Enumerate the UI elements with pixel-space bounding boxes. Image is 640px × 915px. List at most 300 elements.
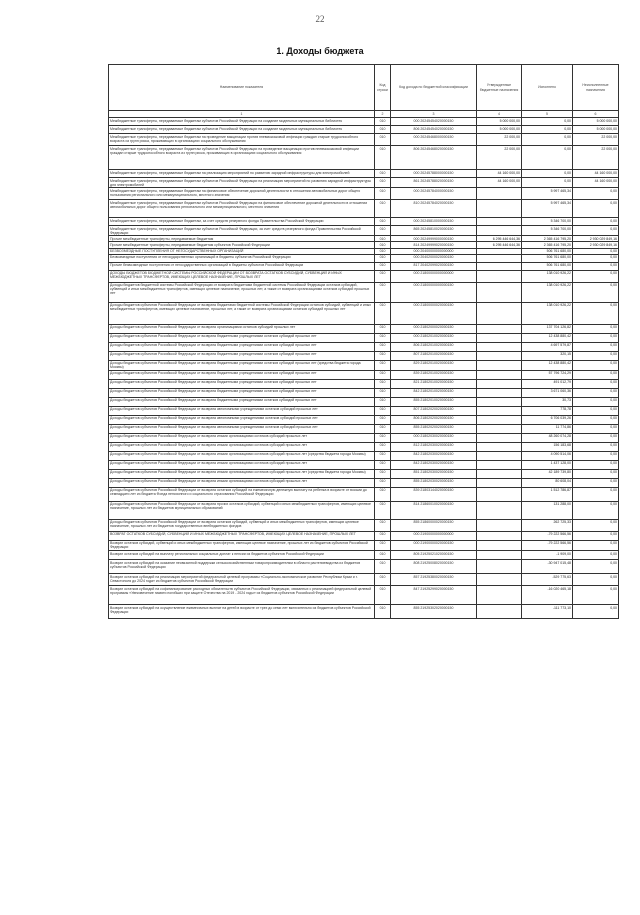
row-rest-cell: 0,00 <box>573 406 619 415</box>
row-rest-cell: 0,00 <box>573 333 619 342</box>
row-plan-cell <box>477 282 522 302</box>
table-row <box>109 388 619 397</box>
table-row <box>109 397 619 406</box>
row-rest-cell: 0,00 <box>573 605 619 619</box>
row-done-cell: 12 438 880,42 <box>522 333 573 342</box>
row-plan-cell <box>477 586 522 605</box>
row-rest-cell: 0,00 <box>573 540 619 550</box>
row-code-cell: 010 <box>375 501 391 519</box>
table-row <box>109 415 619 424</box>
row-done-cell: 0,00 <box>522 118 573 126</box>
row-code-cell: 010 <box>375 574 391 586</box>
row-kbk-cell: 810 20245784020000150 <box>391 200 477 218</box>
row-rest-cell: 2 930 029 849,16 <box>573 242 619 248</box>
row-rest-cell: 0,00 <box>573 302 619 324</box>
row-code-cell: 010 <box>375 397 391 406</box>
row-done-cell: 2 365 416 795,20 <box>522 236 573 242</box>
row-code-cell: 010 <box>375 605 391 619</box>
row-done-cell: 11 774,86 <box>522 424 573 433</box>
row-plan-cell: 22 000,00 <box>477 134 522 146</box>
row-done-cell: 506 761 680,00 <box>522 262 573 270</box>
row-done-cell: 506 761 680,00 <box>522 248 573 254</box>
row-name-cell: Доходы бюджетов субъектов Российской Федерации от возврата бюджетными учреждениями остатков субсидий прошлых лет <box>109 333 375 342</box>
row-done-cell: 137 704 126,82 <box>522 324 573 333</box>
row-code-cell: 010 <box>375 333 391 342</box>
row-name-cell: Доходы бюджетов субъектов Российской Федерации от возврата остатков субсидий, субвенций и иных межбюджетных трансфертов, имеющих целевое назначение, прошлых лет из бюджетов государственных внебюджетных фондов <box>109 519 375 531</box>
row-rest-cell: 0,00 <box>573 415 619 424</box>
table-row <box>109 433 619 442</box>
row-plan-cell <box>477 342 522 351</box>
table-row <box>109 469 619 478</box>
row-code-cell: 010 <box>375 487 391 501</box>
row-code-cell: 010 <box>375 170 391 178</box>
row-rest-cell: 0,00 <box>573 370 619 379</box>
row-code-cell: 010 <box>375 146 391 170</box>
row-name-cell: Межбюджетные трансферты, передаваемые бюджетам, за счет средств резервного фонда Правительства Российской Федерации <box>109 218 375 226</box>
table-row <box>109 262 619 270</box>
row-done-cell: 5 346 700,00 <box>522 218 573 226</box>
header-code: Код строки <box>375 65 391 111</box>
row-plan-cell <box>477 460 522 469</box>
row-plan-cell <box>477 442 522 451</box>
row-kbk-cell: 839 21803144020000150 <box>391 487 477 501</box>
row-kbk-cell: 805 21925021020000150 <box>391 551 477 560</box>
row-rest-cell: 0,00 <box>573 254 619 262</box>
row-kbk-cell: 000 21802000020000150 <box>391 324 477 333</box>
column-number: 6 <box>573 111 619 118</box>
row-code-cell: 010 <box>375 531 391 540</box>
row-code-cell: 010 <box>375 379 391 388</box>
row-kbk-cell: 808 21925008020000150 <box>391 560 477 574</box>
row-kbk-cell: 807 21802010020000150 <box>391 351 477 360</box>
row-name-cell: Доходы бюджетов субъектов Российской Федерации от возврата бюджетными учреждениями остатков субсидий прошлых лет <box>109 388 375 397</box>
row-done-cell: 5 997 465,34 <box>522 188 573 200</box>
row-code-cell: 010 <box>375 324 391 333</box>
row-plan-cell <box>477 397 522 406</box>
income-table <box>108 64 619 619</box>
row-kbk-cell: 000 21900000020000150 <box>391 540 477 550</box>
row-kbk-cell: 000 20245810000000150 <box>391 218 477 226</box>
row-done-cell: 491 012,79 <box>522 379 573 388</box>
row-code-cell: 010 <box>375 540 391 550</box>
row-rest-cell: 2 930 029 849,16 <box>573 236 619 242</box>
row-rest-cell: 0,00 <box>573 397 619 406</box>
table-row <box>109 370 619 379</box>
row-kbk-cell: 806 21802010020000150 <box>391 342 477 351</box>
row-done-cell: 2 365 416 795,20 <box>522 242 573 248</box>
row-rest-cell: 0,00 <box>573 560 619 574</box>
row-name-cell: Доходы бюджетов субъектов Российской Федерации от возврата прочих остатков субсидий, субвенций и иных межбюджетных трансфертов, имеющих целевое назначение, прошлых лет из бюджетов муниципальных образований <box>109 501 375 519</box>
row-done-cell: 0,00 <box>522 170 573 178</box>
table-row <box>109 424 619 433</box>
row-code-cell: 010 <box>375 460 391 469</box>
row-kbk-cell: 806 20245454020000150 <box>391 126 477 134</box>
row-kbk-cell: 806 21802020020000150 <box>391 415 477 424</box>
row-name-cell: Прочие межбюджетные трансферты, передаваемые бюджетам <box>109 236 375 242</box>
row-rest-cell: 0,00 <box>573 487 619 501</box>
row-done-cell: -30 947 015,48 <box>522 560 573 574</box>
row-plan-cell <box>477 574 522 586</box>
row-rest-cell: 0,00 <box>573 282 619 302</box>
row-kbk-cell: 807 21802020020000150 <box>391 406 477 415</box>
row-code-cell: 010 <box>375 118 391 126</box>
table-row <box>109 254 619 262</box>
row-plan-cell <box>477 270 522 282</box>
row-name-cell: Доходы бюджетов субъектов Российской Федерации от возврата иными организациями остатков субсидий прошлых лет (средства бюджета города Москвы) <box>109 469 375 478</box>
row-done-cell: 0,00 <box>522 126 573 134</box>
row-done-cell: -529 775,63 <box>522 574 573 586</box>
row-plan-cell <box>477 360 522 370</box>
row-plan-cell <box>477 370 522 379</box>
row-kbk-cell: 855 21802030020000150 <box>391 478 477 487</box>
table-row <box>109 406 619 415</box>
row-rest-cell: 0,00 <box>573 218 619 226</box>
row-plan-cell <box>477 302 522 324</box>
row-rest-cell: 0,00 <box>573 551 619 560</box>
row-plan-cell <box>477 605 522 619</box>
column-number: 2 <box>375 111 391 118</box>
row-done-cell: 0,00 <box>522 178 573 188</box>
row-code-cell: 010 <box>375 451 391 460</box>
row-rest-cell: 0,00 <box>573 501 619 519</box>
row-done-cell: 131 288,00 <box>522 501 573 519</box>
row-plan-cell <box>477 388 522 397</box>
table-row <box>109 487 619 501</box>
row-code-cell: 010 <box>375 551 391 560</box>
table-row <box>109 302 619 324</box>
row-rest-cell: 0,00 <box>573 424 619 433</box>
row-plan-cell <box>477 487 522 501</box>
row-code-cell: 010 <box>375 415 391 424</box>
row-name-cell: ВОЗВРАТ ОСТАТКОВ СУБСИДИЙ, СУБВЕНЦИЙ И ИНЫХ МЕЖБЮДЖЕТНЫХ ТРАНСФЕРТОВ, ИМЕЮЩИХ ЦЕЛЕВОЕ НАЗНАЧЕНИЕ, ПРОШЛЫХ ЛЕТ <box>109 531 375 540</box>
table-row <box>109 586 619 605</box>
row-done-cell: 12 438 880,42 <box>522 360 573 370</box>
row-done-cell: -16 020 465,18 <box>522 586 573 605</box>
row-code-cell: 010 <box>375 254 391 262</box>
header-kbk: Код дохода по бюджетной классификации <box>391 65 477 111</box>
row-rest-cell: 0,00 <box>573 188 619 200</box>
row-name-cell: Доходы бюджетов субъектов Российской Федерации от возврата бюджетными учреждениями остатков субсидий прошлых лет <box>109 370 375 379</box>
row-code-cell: 010 <box>375 226 391 236</box>
row-plan-cell: 5 000 000,00 <box>477 118 522 126</box>
row-kbk-cell: 847 21925299020000150 <box>391 586 477 605</box>
page-number: 22 <box>315 14 325 24</box>
header-plan: Утвержденные бюджетные назначения <box>477 65 522 111</box>
row-name-cell: Доходы бюджетов субъектов Российской Федерации от возврата бюджетными учреждениями остатков субсидий прошлых лет <box>109 397 375 406</box>
table-row <box>109 226 619 236</box>
row-name-cell: Доходы бюджетов субъектов Российской Федерации от возврата организациями остатков субсидий прошлых лет <box>109 324 375 333</box>
row-done-cell: 5 346 700,00 <box>522 226 573 236</box>
row-code-cell: 010 <box>375 388 391 397</box>
row-done-cell: 57 796 724,29 <box>522 370 573 379</box>
row-done-cell: 30,73 <box>522 397 573 406</box>
row-name-cell: Доходы бюджетов субъектов Российской Федерации от возврата бюджетными учреждениями остатков субсидий прошлых лет <box>109 342 375 351</box>
row-kbk-cell: 000 21800000000000150 <box>391 282 477 302</box>
row-plan-cell: 44 160 000,00 <box>477 170 522 178</box>
row-name-cell: Возврат остатков субсидий на оказание несвязанной поддержки сельскохозяйственным товаропроизводителям в области растениеводства из бюджетов субъектов Российской Федерации <box>109 560 375 574</box>
row-rest-cell: 0,00 <box>573 586 619 605</box>
table-row <box>109 282 619 302</box>
row-rest-cell: 0,00 <box>573 460 619 469</box>
row-name-cell: Доходы бюджетов субъектов Российской Федерации от возврата бюджетными учреждениями остатков субсидий прошлых лет (средства бюджета города Москвы) <box>109 360 375 370</box>
row-code-cell: 010 <box>375 469 391 478</box>
row-plan-cell: 6 295 446 644,36 <box>477 236 522 242</box>
row-kbk-cell: 000 21800000000000000 <box>391 270 477 282</box>
table-row <box>109 342 619 351</box>
table-row <box>109 178 619 188</box>
row-name-cell: Доходы бюджетов субъектов Российской Федерации от возврата автономными учреждениями остатков субсидий прошлых лет <box>109 415 375 424</box>
row-name-cell: БЕЗВОЗМЕЗДНЫЕ ПОСТУПЛЕНИЯ ОТ НЕГОСУДАРСТВЕННЫХ ОРГАНИЗАЦИЙ <box>109 248 375 254</box>
row-plan-cell: 5 000 000,00 <box>477 126 522 134</box>
row-plan-cell <box>477 218 522 226</box>
row-name-cell: Доходы бюджетов субъектов Российской Федерации от возврата иными организациями остатков субсидий прошлых лет (средства бюджета города Москвы) <box>109 451 375 460</box>
row-code-cell: 010 <box>375 360 391 370</box>
table-row <box>109 333 619 342</box>
row-name-cell: Межбюджетные трансферты, передаваемые бюджетам на финансовое обеспечение дорожной деятельности в отношении автомобильных дорог общего пользования регионального или межмуниципального, местного значения <box>109 188 375 200</box>
row-name-cell: Межбюджетные трансферты, передаваемые бюджетам субъектов Российской Федерации на создание модельных муниципальных библиотек <box>109 118 375 126</box>
row-done-cell: 42 189 739,80 <box>522 469 573 478</box>
row-done-cell: 320,15 <box>522 351 573 360</box>
table-row <box>109 605 619 619</box>
row-plan-cell <box>477 226 522 236</box>
table-row <box>109 574 619 586</box>
row-kbk-cell: 857 21925380020000150 <box>391 574 477 586</box>
row-code-cell: 010 <box>375 188 391 200</box>
row-kbk-cell: 861 20245788020000150 <box>391 178 477 188</box>
row-rest-cell: 0,00 <box>573 324 619 333</box>
row-done-cell: 778,78 <box>522 406 573 415</box>
row-code-cell: 010 <box>375 178 391 188</box>
row-rest-cell: 44 160 000,00 <box>573 170 619 178</box>
row-code-cell: 010 <box>375 302 391 324</box>
row-done-cell: 0,00 <box>522 146 573 170</box>
header-done: Исполнено <box>522 65 573 111</box>
row-name-cell: Доходы бюджетов субъектов Российской Федерации от возврата автономными учреждениями остатков субсидий прошлых лет <box>109 406 375 415</box>
row-kbk-cell: 814 20249999020000150 <box>391 242 477 248</box>
row-kbk-cell: 851 21802030020000150 <box>391 469 477 478</box>
row-kbk-cell: 839 21802010020000150 <box>391 370 477 379</box>
row-rest-cell: 0,00 <box>573 531 619 540</box>
table-row <box>109 560 619 574</box>
row-done-cell: 138 010 926,22 <box>522 302 573 324</box>
row-rest-cell: 0,00 <box>573 360 619 370</box>
row-rest-cell: 0,00 <box>573 248 619 254</box>
row-done-cell: 1 437 128,00 <box>522 460 573 469</box>
table-row <box>109 460 619 469</box>
row-name-cell: Межбюджетные трансферты, передаваемые бюджетам на проведение вакцинации против пневмококковой инфекции граждан старше трудоспособного возраста из групп риска, проживающих в организациях социального обслуживания <box>109 134 375 146</box>
row-done-cell: -79 222 566,56 <box>522 531 573 540</box>
row-plan-cell <box>477 519 522 531</box>
row-plan-cell: 44 160 000,00 <box>477 178 522 188</box>
table-row <box>109 170 619 178</box>
row-code-cell: 010 <box>375 519 391 531</box>
row-name-cell: Доходы бюджетов субъектов Российской Федерации от возврата иными организациями остатков субсидий прошлых лет <box>109 442 375 451</box>
row-plan-cell <box>477 379 522 388</box>
row-name-cell: Доходы бюджетов бюджетной системы Российской Федерации от возврата бюджетами бюджетной системы Российской Федерации остатков субсидий, субвенций и иных межбюджетных трансфертов, имеющих целевое назначение, прошлых лет, а также от возврата организациями остатков субсидий прошлых лет <box>109 282 375 302</box>
row-rest-cell: 0,00 <box>573 388 619 397</box>
row-name-cell: Межбюджетные трансферты, передаваемые бюджетам на реализацию мероприятий по развитию зарядной инфраструктуры для электромобилей <box>109 170 375 178</box>
row-name-cell: Возврат остатков субсидий на софинансирование расходных обязательств субъектов Российской Федерации, связанных с реализацией федеральной целевой программы «Увековечение памяти погибших при защите Отечества на 2019 - 2024 годы» из бюджетов субъектов Российской Федерации <box>109 586 375 605</box>
row-name-cell: ДОХОДЫ БЮДЖЕТОВ БЮДЖЕТНОЙ СИСТЕМЫ РОССИЙСКОЙ ФЕДЕРАЦИИ ОТ ВОЗВРАТА ОСТАТКОВ СУБСИДИЙ, СУБВЕНЦИЙ И ИНЫХ МЕЖБЮДЖЕТНЫХ ТРАНСФЕРТОВ, ИМЕЮЩИХ ЦЕЛЕВОЕ НАЗНАЧЕНИЕ, ПРОШЛЫХ ЛЕТ <box>109 270 375 282</box>
row-rest-cell: 5 000 000,00 <box>573 126 619 134</box>
row-plan-cell <box>477 200 522 218</box>
row-rest-cell: 22 000,00 <box>573 146 619 170</box>
table-row <box>109 218 619 226</box>
row-code-cell: 010 <box>375 242 391 248</box>
row-done-cell: 156 183,68 <box>522 442 573 451</box>
row-rest-cell: 0,00 <box>573 262 619 270</box>
row-plan-cell <box>477 469 522 478</box>
row-rest-cell: 0,00 <box>573 451 619 460</box>
row-done-cell: -111 773,10 <box>522 605 573 619</box>
row-rest-cell: 0,00 <box>573 200 619 218</box>
row-code-cell: 010 <box>375 478 391 487</box>
row-kbk-cell: 855 21802020020000150 <box>391 424 477 433</box>
table-row <box>109 324 619 333</box>
table-row <box>109 188 619 200</box>
row-plan-cell <box>477 540 522 550</box>
table-row <box>109 126 619 134</box>
table-row <box>109 379 619 388</box>
row-rest-cell: 22 000,00 <box>573 134 619 146</box>
row-plan-cell <box>477 415 522 424</box>
row-plan-cell <box>477 254 522 262</box>
row-rest-cell: 44 160 000,00 <box>573 178 619 188</box>
row-done-cell: 4 090 514,06 <box>522 451 573 460</box>
row-done-cell: -1 909,00 <box>522 551 573 560</box>
row-kbk-cell: 000 20245784000000150 <box>391 188 477 200</box>
row-rest-cell: 0,00 <box>573 226 619 236</box>
column-number: 3 <box>391 111 477 118</box>
row-code-cell: 010 <box>375 406 391 415</box>
header-row <box>109 65 619 111</box>
row-plan-cell <box>477 333 522 342</box>
row-kbk-cell: 842 21802030020000150 <box>391 460 477 469</box>
row-name-cell: Возврат остатков субсидий на выплату региональных социальных доплат к пенсии из бюджетов субъектов Российской Федерации <box>109 551 375 560</box>
row-code-cell: 010 <box>375 126 391 134</box>
row-done-cell: 5 997 465,34 <box>522 200 573 218</box>
row-name-cell: Межбюджетные трансферты, передаваемые бюджетам субъектов Российской Федерации на создание модельных муниципальных библиотек <box>109 126 375 134</box>
row-kbk-cell: 814 21860010020000150 <box>391 501 477 519</box>
row-name-cell: Доходы бюджетов субъектов Российской Федерации от возврата иными организациями остатков субсидий прошлых лет <box>109 478 375 487</box>
row-done-cell: 138 010 926,22 <box>522 282 573 302</box>
row-plan-cell <box>477 501 522 519</box>
row-kbk-cell: 000 21802010020000150 <box>391 333 477 342</box>
table-row <box>109 478 619 487</box>
table-row <box>109 351 619 360</box>
table-row <box>109 360 619 370</box>
row-kbk-cell: 829 21802010020000150 <box>391 360 477 370</box>
row-code-cell: 010 <box>375 351 391 360</box>
row-name-cell: Доходы бюджетов субъектов Российской Федерации от возврата бюджетными учреждениями остатков субсидий прошлых лет <box>109 351 375 360</box>
row-code-cell: 010 <box>375 270 391 282</box>
row-done-cell: -79 222 566,56 <box>522 540 573 550</box>
row-done-cell: 138 010 926,22 <box>522 270 573 282</box>
row-rest-cell: 0,00 <box>573 433 619 442</box>
row-plan-cell <box>477 351 522 360</box>
row-kbk-cell: 000 20245788000000150 <box>391 170 477 178</box>
row-kbk-cell: 000 20245454020000150 <box>391 118 477 126</box>
row-code-cell: 010 <box>375 200 391 218</box>
row-plan-cell: 22 000,00 <box>477 146 522 170</box>
row-name-cell: Доходы бюджетов субъектов Российской Федерации от возврата бюджетными учреждениями остатков субсидий прошлых лет <box>109 379 375 388</box>
row-code-cell: 010 <box>375 342 391 351</box>
row-name-cell: Межбюджетные трансферты, передаваемые бюджетам субъектов Российской Федерации на реализацию мероприятий по развитию зарядной инфраструктуры для электромобилей <box>109 178 375 188</box>
row-kbk-cell: 865 20245810020000150 <box>391 226 477 236</box>
row-code-cell: 010 <box>375 282 391 302</box>
column-number: 4 <box>477 111 522 118</box>
row-done-cell: 262 725,33 <box>522 519 573 531</box>
row-rest-cell: 0,00 <box>573 342 619 351</box>
row-rest-cell: 0,00 <box>573 574 619 586</box>
row-done-cell: 0,00 <box>522 134 573 146</box>
row-kbk-cell: 842 21802030020000150 <box>391 451 477 460</box>
row-kbk-cell: 821 21802010020000150 <box>391 379 477 388</box>
row-name-cell: Прочие межбюджетные трансферты, передаваемые бюджетам субъектов Российской Федерации <box>109 242 375 248</box>
row-plan-cell <box>477 188 522 200</box>
row-plan-cell <box>477 451 522 460</box>
row-code-cell: 010 <box>375 236 391 242</box>
row-code-cell: 010 <box>375 586 391 605</box>
table-row <box>109 551 619 560</box>
row-plan-cell <box>477 424 522 433</box>
row-done-cell: 4 697 579,87 <box>522 342 573 351</box>
table-body <box>109 118 619 619</box>
row-kbk-cell: 000 21900000000000000 <box>391 531 477 540</box>
row-code-cell: 010 <box>375 442 391 451</box>
row-plan-cell <box>477 560 522 574</box>
table-row <box>109 118 619 126</box>
row-kbk-cell: 806 20245468020000150 <box>391 146 477 170</box>
row-kbk-cell: 855 21925302020000150 <box>391 605 477 619</box>
row-name-cell: Возврат остатков субсидий на осуществление ежемесячных выплат на детей в возрасте от трех до семи лет включительно из бюджетов субъектов Российской Федерации <box>109 605 375 619</box>
row-rest-cell: 0,00 <box>573 351 619 360</box>
row-rest-cell: 0,00 <box>573 519 619 531</box>
document-title: 1. Доходы бюджета <box>276 46 364 56</box>
row-done-cell: 1 512 786,87 <box>522 487 573 501</box>
row-done-cell: 80 608,04 <box>522 478 573 487</box>
row-code-cell: 010 <box>375 218 391 226</box>
row-name-cell: Доходы бюджетов субъектов Российской Федерации от возврата остатков субсидий на ежемесячную денежную выплату на ребенка в возрасте от восьми до семнадцати лет из бюджета Фонда пенсионного и социального страхования Российской Федерации <box>109 487 375 501</box>
column-number-row <box>109 111 619 118</box>
row-rest-cell: 0,00 <box>573 469 619 478</box>
column-number: 5 <box>522 111 573 118</box>
row-plan-cell <box>477 551 522 560</box>
table-row <box>109 451 619 460</box>
row-name-cell: Межбюджетные трансферты, передаваемые бюджетам субъектов Российской Федерации, за счет средств резервного фонда Правительства Российской Федерации <box>109 226 375 236</box>
row-kbk-cell: 812 21802030020000150 <box>391 442 477 451</box>
row-name-cell: Прочие безвозмездные поступления от негосударственных организаций в бюджеты субъектов Российской Федерации <box>109 262 375 270</box>
row-name-cell: Доходы бюджетов субъектов Российской Федерации от возврата автономными учреждениями остатков субсидий прошлых лет <box>109 424 375 433</box>
row-name-cell: Безвозмездные поступления от негосударственных организаций в бюджеты субъектов Российской Федерации <box>109 254 375 262</box>
row-kbk-cell: 855 21860000020000150 <box>391 519 477 531</box>
table-row <box>109 519 619 531</box>
table-row <box>109 540 619 550</box>
row-kbk-cell: 000 20249999000000150 <box>391 236 477 242</box>
row-plan-cell <box>477 406 522 415</box>
row-plan-cell: 6 295 446 644,36 <box>477 242 522 248</box>
row-plan-cell <box>477 262 522 270</box>
row-rest-cell: 0,00 <box>573 270 619 282</box>
table-row <box>109 501 619 519</box>
column-number: 1 <box>109 111 375 118</box>
row-code-cell: 010 <box>375 433 391 442</box>
row-code-cell: 010 <box>375 560 391 574</box>
row-plan-cell <box>477 324 522 333</box>
table-row <box>109 146 619 170</box>
row-done-cell: 3 671 060,36 <box>522 388 573 397</box>
row-kbk-cell: 000 21800000020000150 <box>391 302 477 324</box>
